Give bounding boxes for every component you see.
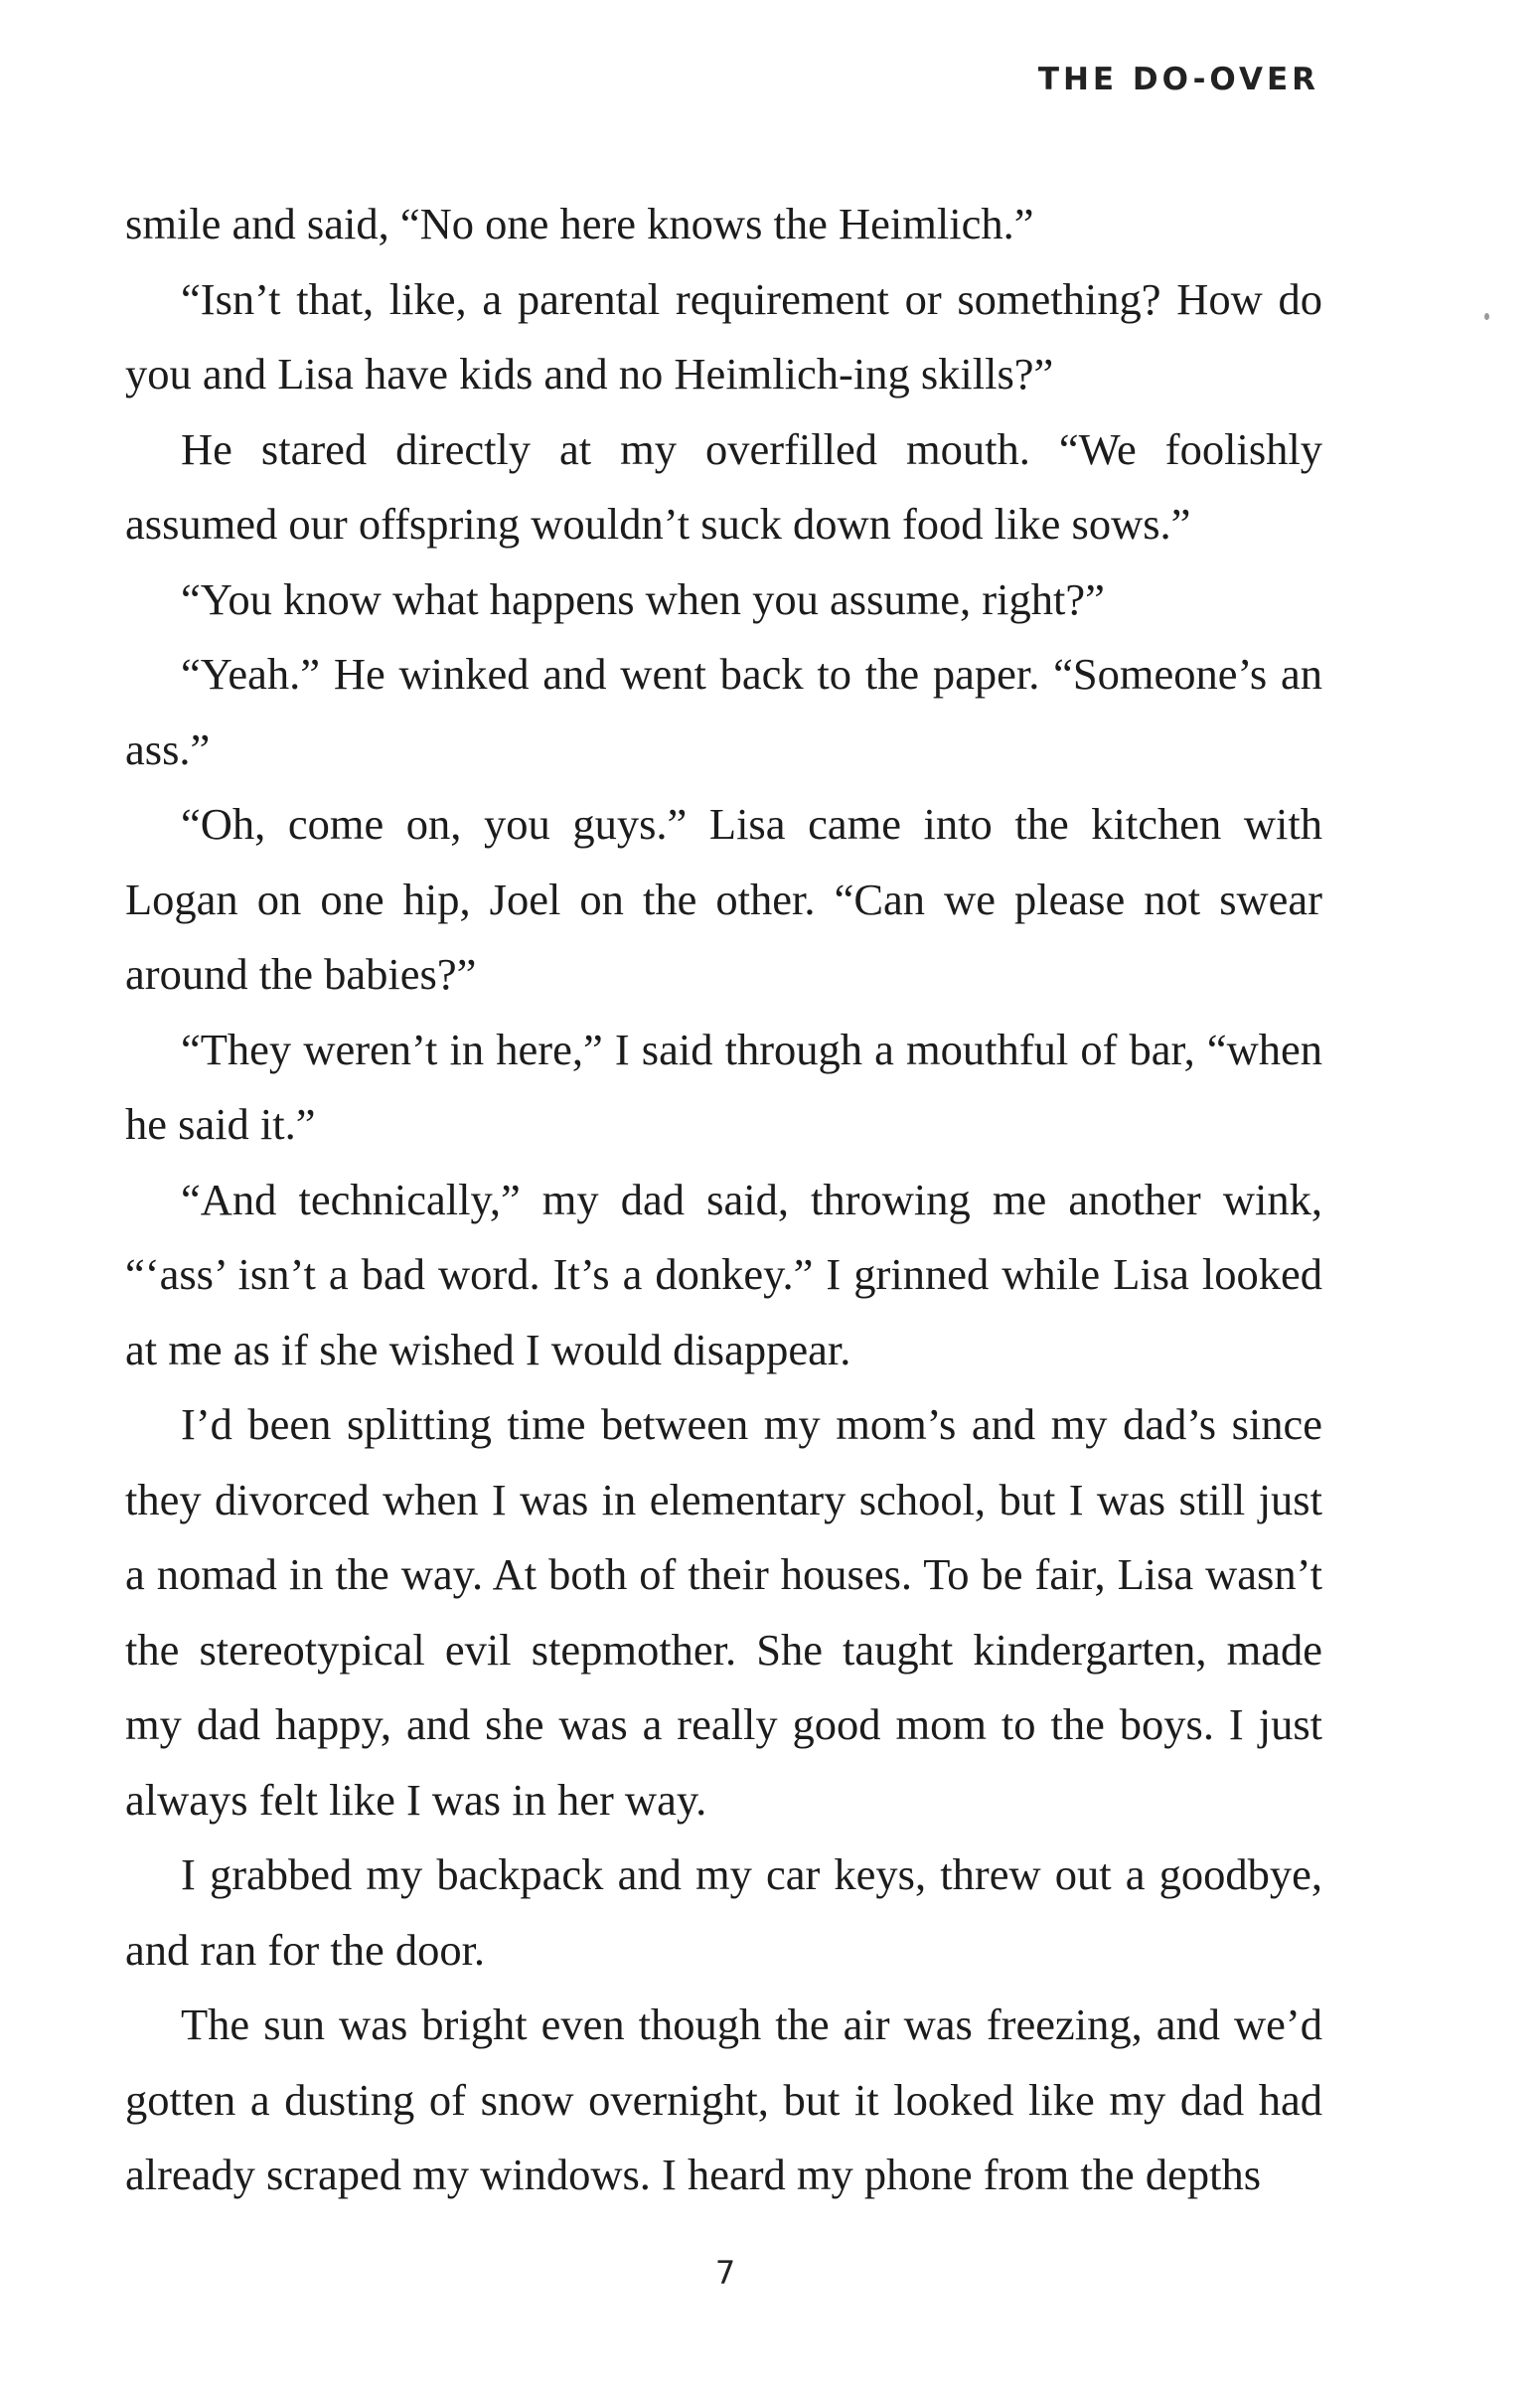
page-number: 7: [714, 2254, 736, 2292]
paragraph-continued: smile and said, “No one here knows the Heimlich.”: [125, 199, 1034, 248]
paragraph: He stared directly at my overfilled mouth. “We foolishly assumed our offspring wouldn’t suck down food like sows.”: [125, 423, 1322, 549]
scan-speck: [1484, 313, 1489, 320]
paragraph: The sun was bright even though the air was freezing, and we’d gotten a dusting of snow overnight, but it looked like my dad had already scraped my windows. I heard my phone from the depths: [125, 1999, 1322, 2199]
paragraph: “Yeah.” He winked and went back to the paper. “Someone’s an ass.”: [125, 649, 1322, 774]
paragraph: I’d been splitting time between my mom’s and my dad’s since they divorced when I was in elementary school, but I was still just a nomad in the way. At both of their houses. To be fair, Lisa wasn’t the stereotypical evil stepmother. She taught kindergarten, made my dad happy, and she was a really good mom to the boys. I just always felt like I was in her way.: [125, 1399, 1322, 1825]
paragraph: “You know what happens when you assume, right?”: [181, 573, 1105, 624]
paragraph: “And technically,” my dad said, throwing me another wink, “‘ass’ isn’t a bad word. It’s a donkey.” I grinned while Lisa looked at me as if she wished I would disappear.: [125, 1174, 1322, 1374]
paragraph: “Oh, come on, you guys.” Lisa came into the kitchen with Logan on one hip, Joel on the other. “Can we please not swear around the babies?”: [125, 799, 1322, 999]
paragraph: “They weren’t in here,” I said through a mouthful of bar, “when he said it.”: [125, 1024, 1322, 1149]
paragraph: I grabbed my backpack and my car keys, threw out a goodbye, and ran for the door.: [125, 1849, 1322, 1975]
running-head: THE DO-OVER: [1037, 62, 1319, 97]
paragraph: “Isn’t that, like, a parental requirement or something? How do you and Lisa have kids and no Heimlich-ing skills?”: [125, 273, 1322, 399]
body-text: [125, 187, 1322, 2213]
